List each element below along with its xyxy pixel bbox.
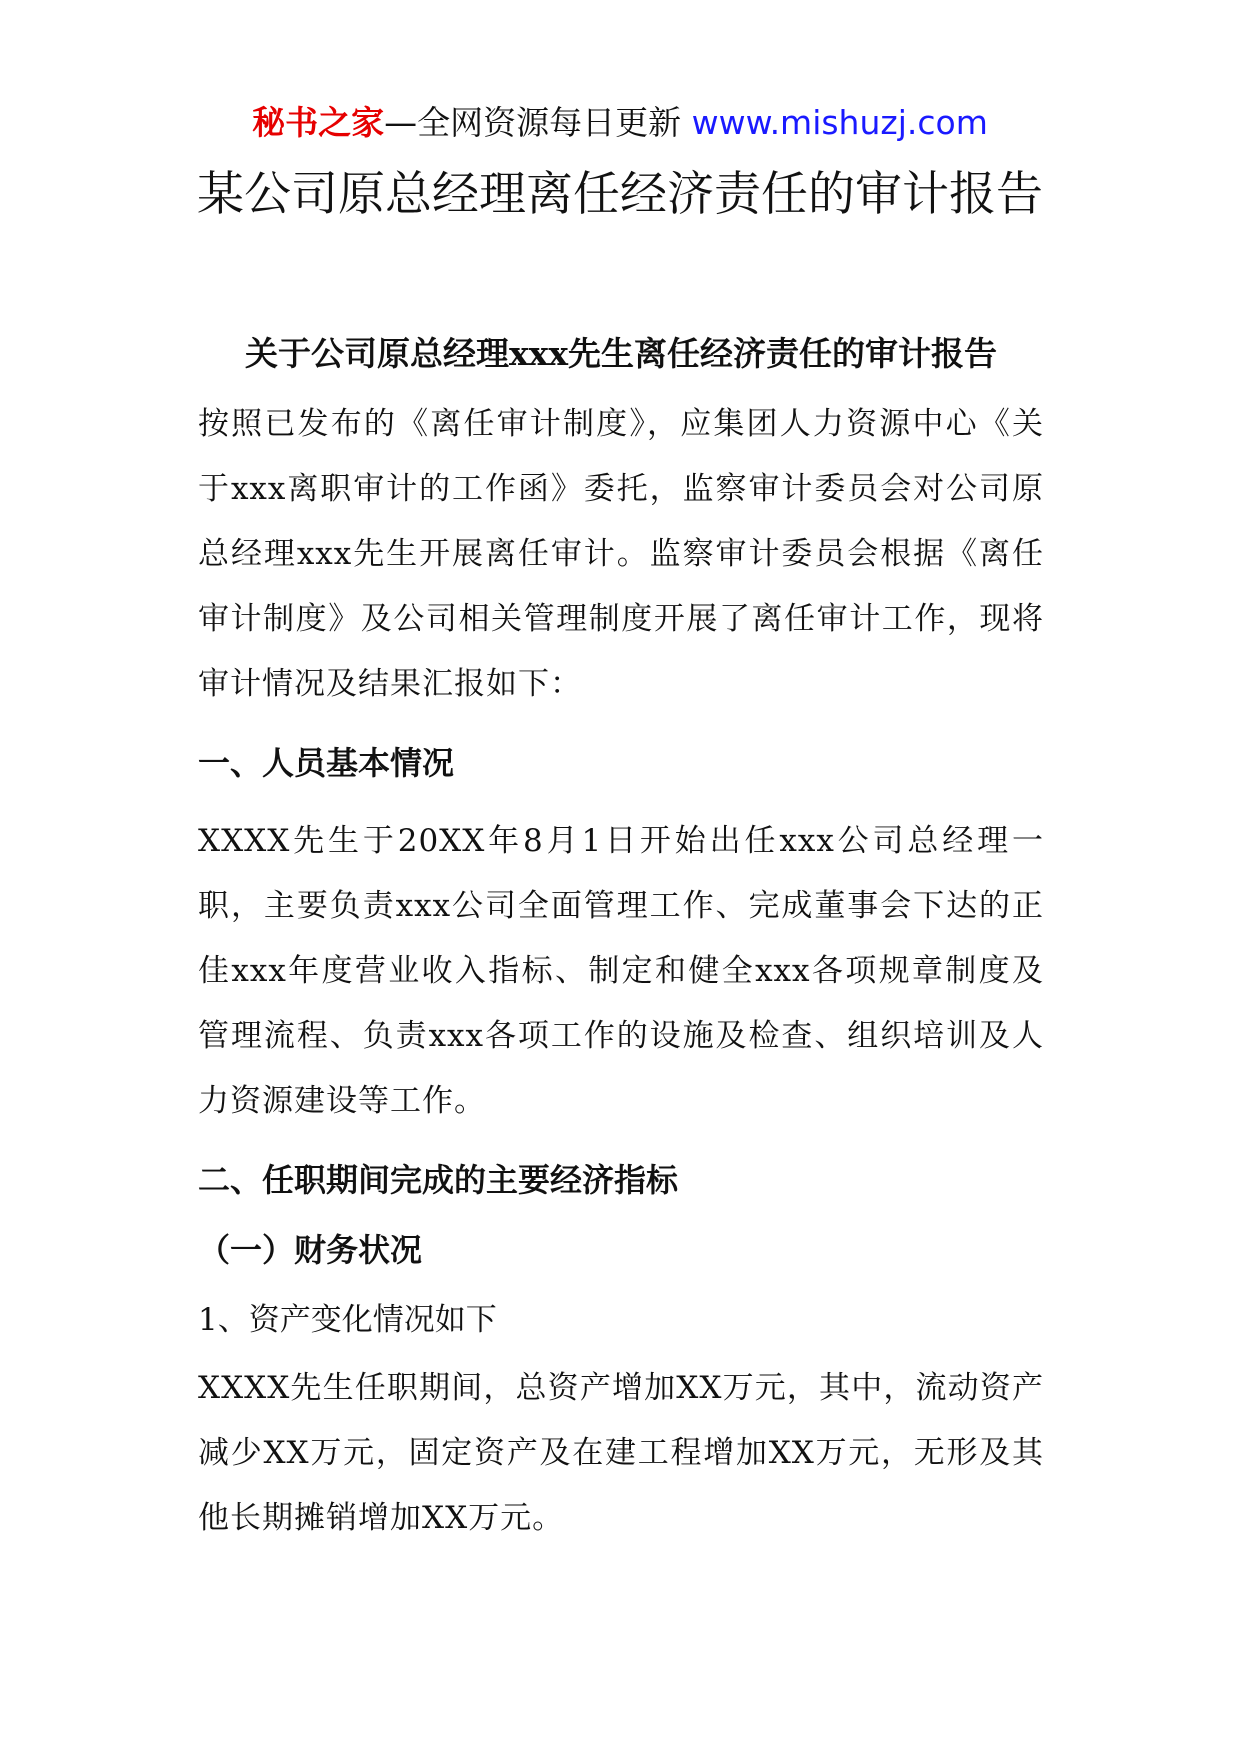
list-item-assets: 1、资产变化情况如下	[198, 1302, 497, 1338]
site-banner	[0, 100, 1240, 146]
section-heading-indicators: 二、任职期间完成的主要经济指标	[198, 1161, 679, 1199]
intro-paragraph: 按照已发布的《离任审计制度》，应集团人力资源中心《关于xxx离职审计的工作函》委托，监察审计委员会对公司原总经理xxx先生开展离任审计。监察审计委员会根据《离任审计制度》及公司相关管理制度开展了离任审计工作，现将审计情况及结果汇报如下：	[198, 406, 1044, 702]
subsection-heading-finance: （一）财务状况	[198, 1231, 423, 1269]
document-title: 某公司原总经理离任经济责任的审计报告	[197, 167, 1043, 222]
report-subtitle: 关于公司原总经理xxx先生离任经济责任的审计报告	[244, 334, 998, 373]
personnel-paragraph: XXXX先生于20XX年8月1日开始出任xxx公司总经理一职，主要负责xxx公司全面管理工作、完成董事会下达的正佳xxx年度营业收入指标、制定和健全xxx各项规章制度及管理流程、负责xxx各项工作的设施及检查、组织培训及人力资源建设等工作。	[198, 823, 1044, 1119]
banner-brand: 秘书之家	[252, 103, 385, 142]
assets-paragraph: XXXX先生任职期间，总资产增加XX万元，其中，流动资产减少XX万元，固定资产及在建工程增加XX万元，无形及其他长期摊销增加XX万元。	[198, 1370, 1044, 1536]
banner-site-link[interactable]: www.mishuzj.com	[691, 103, 988, 142]
section-heading-personnel: 一、人员基本情况	[198, 744, 455, 782]
banner-slogan: —全网资源每日更新	[384, 103, 682, 142]
document-body	[198, 330, 1044, 1551]
